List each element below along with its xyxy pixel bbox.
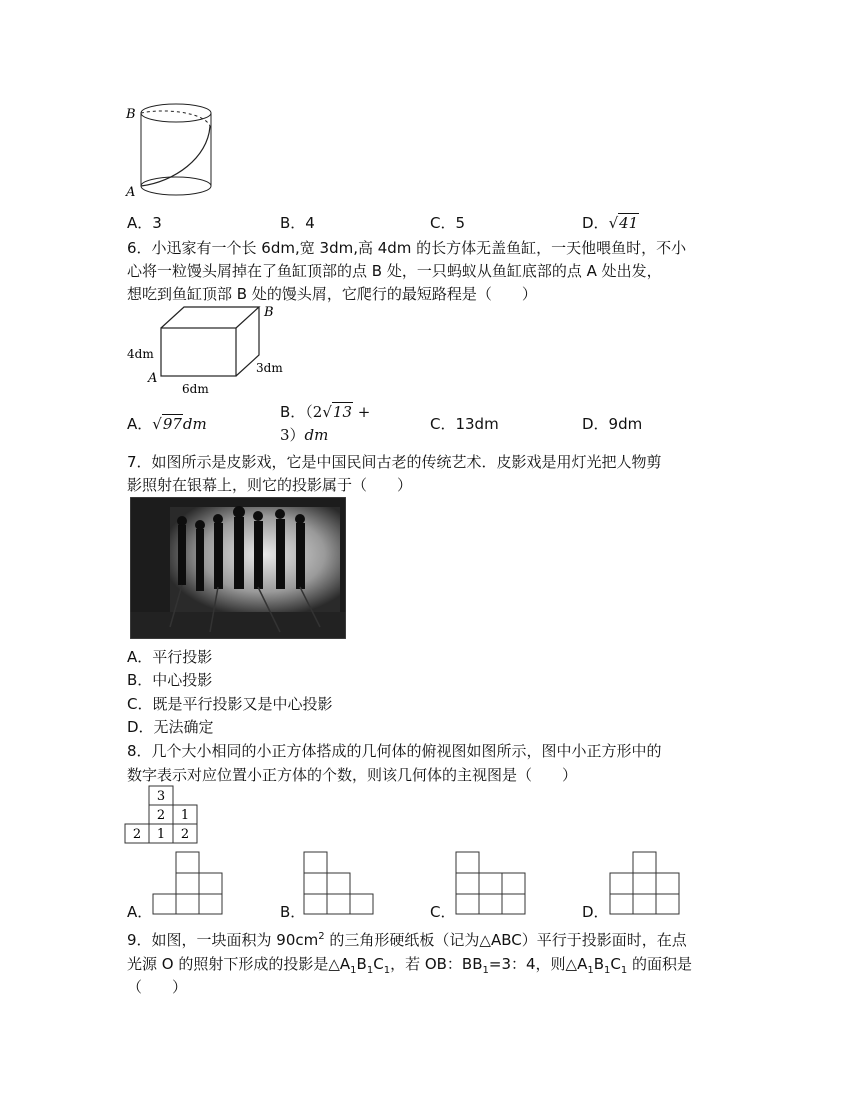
q6-text-line2: 心将一粒馒头屑掉在了鱼缸顶部的点 B 处，一只蚂蚁从鱼缸底部的点 A 处出发， [127,262,662,280]
sqrt-symbol: √41 [608,214,639,232]
box-label-a: A [148,371,158,386]
sub: 1 [366,965,374,976]
cyl-label-b: B [126,107,136,122]
q8-option-b-figure[interactable] [303,850,377,916]
q8-option-c-label[interactable]: C． [430,903,456,921]
q8-option-d-figure[interactable] [609,850,683,916]
grid-cell: 1 [156,827,166,842]
q5-option-d[interactable] [582,212,639,234]
grid-cell: 2 [180,827,190,842]
q6-option-a-prefix: A． [127,415,153,433]
q9-line2-end: 的面积是 [627,955,693,973]
q6-option-b-prefix: B． [280,403,306,421]
q7-text-line2: 影照射在银幕上，则它的投影属于（ ） [127,476,413,494]
box-label-width: 3dm [256,361,283,375]
sub: 1 [482,965,489,976]
q6-option-b[interactable] [280,401,370,423]
q9-line2-mid: ，若 OB：BB [390,955,483,973]
q7-option-c[interactable]: C．既是平行投影又是中心投影 [127,695,333,713]
q5-option-a[interactable]: A．3 [127,214,162,232]
sqrt-symbol: √13 [322,403,352,421]
cyl-label-a: A [126,185,136,200]
q8-text-line1: 8．几个大小相同的小正方体搭成的几何体的俯视图如图所示，图中小正方形中的 [127,742,662,760]
box-label-b: B [264,305,274,320]
q6-text-line1: 6．小迅家有一个长 6dm,宽 3dm,高 4dm 的长方体无盖鱼缸，一天他喂鱼时，不小 [127,239,687,257]
sub: 1 [350,965,357,976]
q9-text-line3: （ ） [127,978,188,996]
q8-option-a-label[interactable]: A． [127,903,153,921]
q5-option-c[interactable]: C．5 [430,214,466,232]
q6-option-b-radicand: 13 [332,403,352,421]
grid-cell: 3 [156,789,166,804]
q9-line1-post: 的三角形硬纸板（记为△ABC）平行于投影面时，在点 [324,931,687,949]
q9-line2-pre: 光源 O 的照射下形成的投影是△A [127,955,351,973]
q7-option-a[interactable]: A．平行投影 [127,648,213,666]
q9-line2-mid2: =3：4，则△A [488,955,588,973]
q9-text-line1 [127,926,687,951]
cylinder-figure [124,98,216,202]
q6-text-line3: 想吃到鱼缸顶部 B 处的馒头屑，它爬行的最短路程是（ ） [127,285,537,303]
q8-option-d-label[interactable]: D． [582,903,609,921]
q6-option-b-close: 3） [280,426,305,444]
q6-option-b-line2 [280,424,328,446]
q8-text-line2: 数字表示对应位置小正方体的个数，则该几何体的主视图是（ ） [127,766,578,784]
q7-option-d[interactable]: D．无法确定 [127,718,214,736]
grid-cell: 2 [156,808,166,823]
q9-c: C [610,955,621,973]
q5-option-d-radicand: 41 [619,214,639,232]
box-label-height: 4dm [127,347,154,361]
q9-b: B [593,955,605,973]
box-label-length: 6dm [182,382,209,396]
q9-b: B [356,955,367,973]
q8-option-b-label[interactable]: B． [280,903,306,921]
q6-option-a[interactable] [127,413,207,435]
sub: 1 [587,965,594,976]
sub: 1 [620,965,628,976]
q6-option-a-radicand: 97 [162,415,182,433]
grid-cell: 2 [132,827,142,842]
q6-option-b-open: （2 [305,403,323,421]
q6-option-d[interactable]: D．9dm [582,415,643,433]
q7-option-b[interactable]: B．中心投影 [127,671,213,689]
q5-option-d-prefix: D． [582,214,609,232]
sub: 1 [383,965,391,976]
q9-line1-sup: 2 [318,931,325,942]
q5-option-b[interactable]: B．4 [280,214,315,232]
q6-option-a-unit: dm [182,415,207,433]
q9-c: C [373,955,384,973]
sub: 1 [604,965,611,976]
grid-cell: 1 [180,808,190,823]
q6-option-b-unit: dm [304,426,329,444]
q9-line1-pre: 9．如图，一块面积为 90cm [127,931,319,949]
q6-option-c[interactable]: C．13dm [430,415,499,433]
shadow-play-photo [130,497,346,639]
q7-text-line1: 7．如图所示是皮影戏，它是中国民间古老的传统艺术．皮影戏是用灯光把人物剪 [127,453,662,471]
q6-option-b-plus: + [353,403,371,421]
box-figure [124,300,294,400]
q8-option-a-figure[interactable] [152,850,226,916]
q8-option-c-figure[interactable] [455,850,529,916]
sqrt-symbol: √97 [152,415,182,433]
q9-text-line2 [127,953,692,982]
top-view-grid [124,784,204,848]
